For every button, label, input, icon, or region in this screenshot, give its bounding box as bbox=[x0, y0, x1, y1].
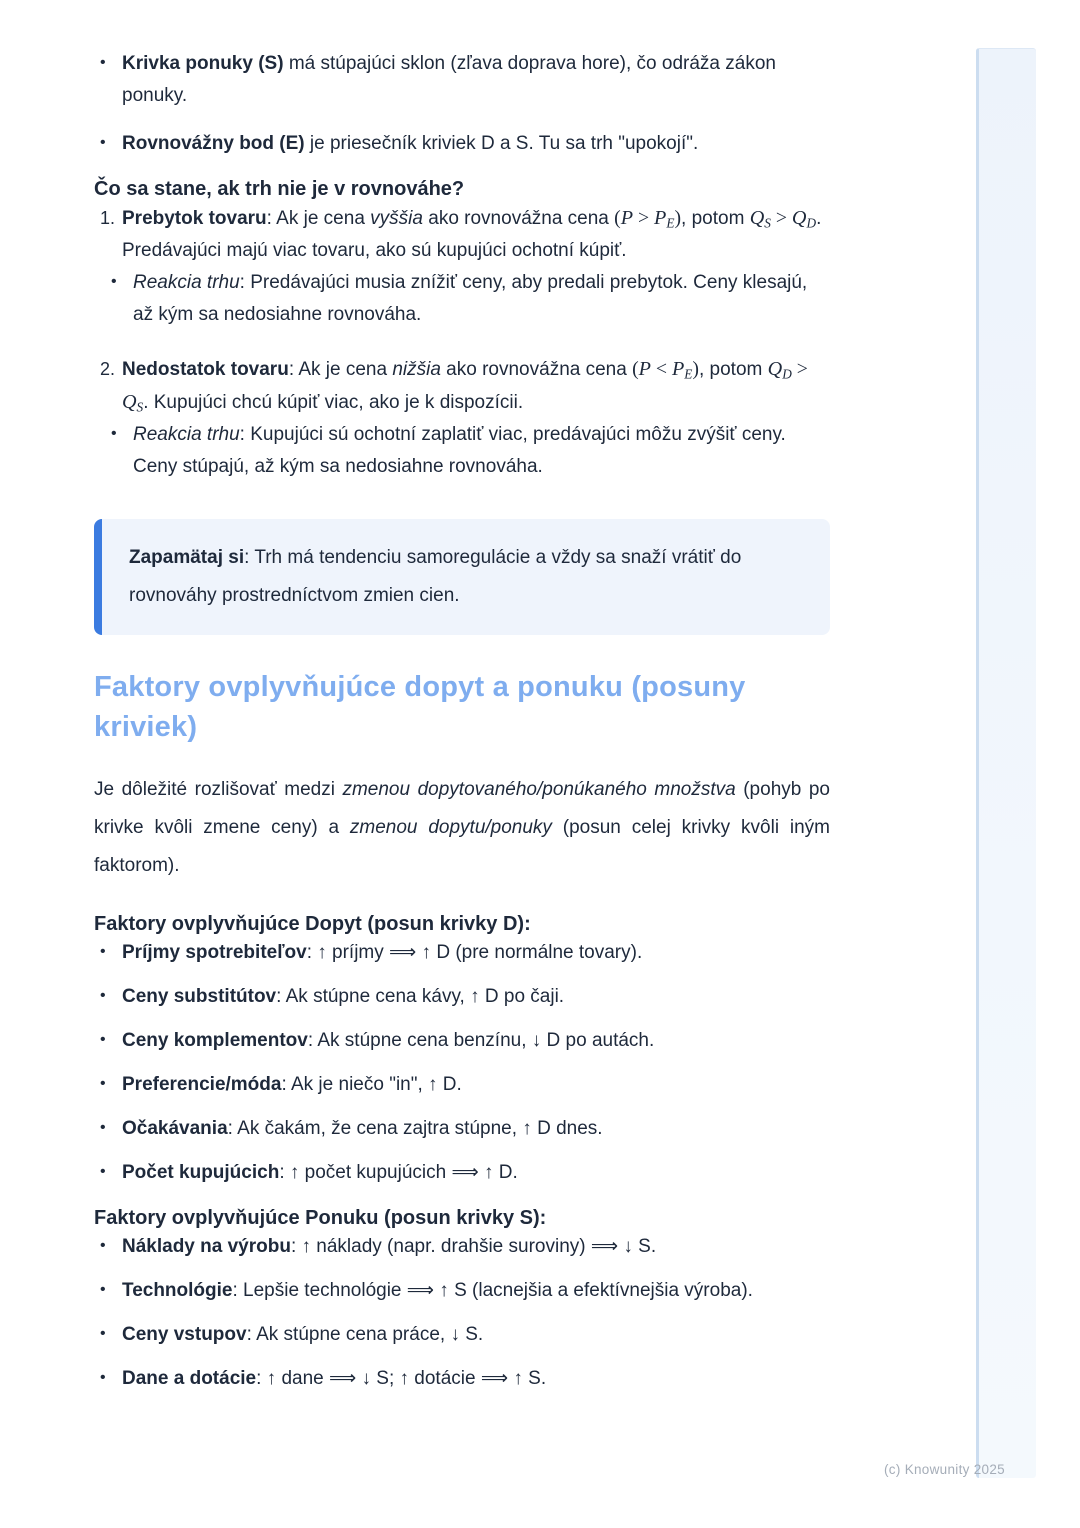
document-content-column bbox=[94, 48, 830, 1407]
bullet-icon: • bbox=[100, 1031, 106, 1048]
copyright-watermark: (c) Knowunity 2025 bbox=[884, 1462, 1005, 1477]
factor-text: Ceny vstupov: Ak stúpne cena práce, ↓ S. bbox=[122, 1324, 484, 1345]
factor-text: Ceny substitútov: Ak stúpne cena kávy, ↑ D po čaji. bbox=[122, 986, 565, 1007]
bullet-icon: • bbox=[100, 1163, 106, 1180]
bullet-icon: • bbox=[100, 1281, 106, 1298]
list-item bbox=[100, 981, 830, 1013]
sub-bullet-list bbox=[100, 419, 830, 483]
item-number: 2. bbox=[100, 359, 116, 379]
numbered-item bbox=[100, 202, 830, 331]
list-item bbox=[100, 1069, 830, 1101]
intro-bullet-list bbox=[94, 48, 830, 160]
list-item bbox=[111, 419, 830, 483]
factor-text: Počet kupujúcich: ↑ počet kupujúcich ⟹ ↑ D. bbox=[122, 1162, 518, 1183]
factor-text: Dane a dotácie: ↑ dane ⟹ ↓ S; ↑ dotácie ⟹ ↑ S. bbox=[122, 1368, 547, 1389]
numbered-item-text: Nedostatok tovaru: Ak je cena nižšia ako rovnovážna cena $(P < P_E)$, potom $Q_D > Q_S$. Kupujúci chcú kúpiť viac, ako je k dispozícii. bbox=[122, 358, 808, 415]
callout-text: Zapamätaj si: Trh má tendenciu samoregulácie a vždy sa snaží vrátiť do rovnováhy prostredníctvom zmien cien. bbox=[129, 547, 742, 606]
bullet-icon: • bbox=[100, 1325, 106, 1342]
question-heading: Čo sa stane, ak trh nie je v rovnováhe? bbox=[94, 178, 465, 200]
sub-bullet-text: Reakcia trhu: Kupujúci sú ochotní zaplatiť viac, predávajúci môžu zvýšiť ceny. Ceny stúpajú, až kým sa nedosiahne rovnováha. bbox=[133, 424, 786, 477]
list-item bbox=[100, 1275, 830, 1307]
factor-text: Ceny komplementov: Ak stúpne cena benzínu, ↓ D po autách. bbox=[122, 1030, 655, 1051]
next-page-edge-strip bbox=[976, 48, 1036, 1478]
numbered-item-text: Prebytok tovaru: Ak je cena vyššia ako rovnovážna cena $(P > P_E)$, potom $Q_S > Q_D$. Predávajúci majú viac tovaru, ako sú kupujúci ochotní kúpiť. bbox=[122, 207, 822, 261]
numbered-list bbox=[94, 202, 830, 483]
bullet-icon: • bbox=[100, 134, 106, 151]
list-item bbox=[100, 48, 830, 112]
demand-factors-list bbox=[94, 937, 830, 1189]
factor-text: Technológie: Lepšie technológie ⟹ ↑ S (lacnejšia a efektívnejšia výroba). bbox=[122, 1280, 753, 1301]
bullet-icon: • bbox=[100, 54, 106, 71]
factor-text: Náklady na výrobu: ↑ náklady (napr. drahšie suroviny) ⟹ ↓ S. bbox=[122, 1236, 657, 1257]
intro-bullet-text: Rovnovážny bod (E) je priesečník kriviek D a S. Tu sa trh "upokojí". bbox=[122, 133, 699, 154]
factor-text: Preferencie/móda: Ak je niečo "in", ↑ D. bbox=[122, 1074, 462, 1095]
supply-factors-list bbox=[94, 1231, 830, 1395]
list-item bbox=[100, 1363, 830, 1395]
sub-bullet-list bbox=[100, 267, 830, 331]
list-item bbox=[100, 1231, 830, 1263]
factor-text: Príjmy spotrebiteľov: ↑ príjmy ⟹ ↑ D (pre normálne tovary). bbox=[122, 942, 643, 963]
bullet-icon: • bbox=[100, 1119, 106, 1136]
list-item bbox=[100, 937, 830, 969]
numbered-item bbox=[100, 353, 830, 483]
intro-bullet-text: Krivka ponuky (S) má stúpajúci sklon (zľava doprava hore), čo odráža zákon ponuky. bbox=[122, 53, 776, 106]
bullet-icon: • bbox=[111, 273, 117, 290]
sub-bullet-text: Reakcia trhu: Predávajúci musia znížiť ceny, aby predali prebytok. Ceny klesajú, až kým sa nedosiahne rovnováha. bbox=[133, 272, 808, 325]
list-item bbox=[100, 1157, 830, 1189]
list-item bbox=[100, 1319, 830, 1351]
list-item bbox=[100, 1113, 830, 1145]
demand-factors-heading: Faktory ovplyvňujúce Dopyt (posun krivky D): bbox=[94, 913, 531, 935]
bullet-icon: • bbox=[111, 425, 117, 442]
list-item bbox=[100, 1025, 830, 1057]
note-callout bbox=[94, 519, 830, 635]
bullet-icon: • bbox=[100, 943, 106, 960]
bullet-icon: • bbox=[100, 987, 106, 1004]
bullet-icon: • bbox=[100, 1075, 106, 1092]
item-number: 1. bbox=[100, 208, 116, 228]
list-item bbox=[100, 128, 830, 160]
supply-factors-heading: Faktory ovplyvňujúce Ponuku (posun krivky S): bbox=[94, 1207, 547, 1229]
list-item bbox=[111, 267, 830, 331]
factor-text: Očakávania: Ak čakám, že cena zajtra stúpne, ↑ D dnes. bbox=[122, 1118, 603, 1139]
section-intro-paragraph: Je dôležité rozlišovať medzi zmenou dopytovaného/ponúkaného množstva (pohyb po krivke kvôli zmene ceny) a zmenou dopytu/ponuky (posun celej krivky kvôli iným faktorom). bbox=[94, 779, 830, 876]
section-heading: Faktory ovplyvňujúce dopyt a ponuku (posuny kriviek) bbox=[94, 671, 746, 743]
bullet-icon: • bbox=[100, 1237, 106, 1254]
bullet-icon: • bbox=[100, 1369, 106, 1386]
